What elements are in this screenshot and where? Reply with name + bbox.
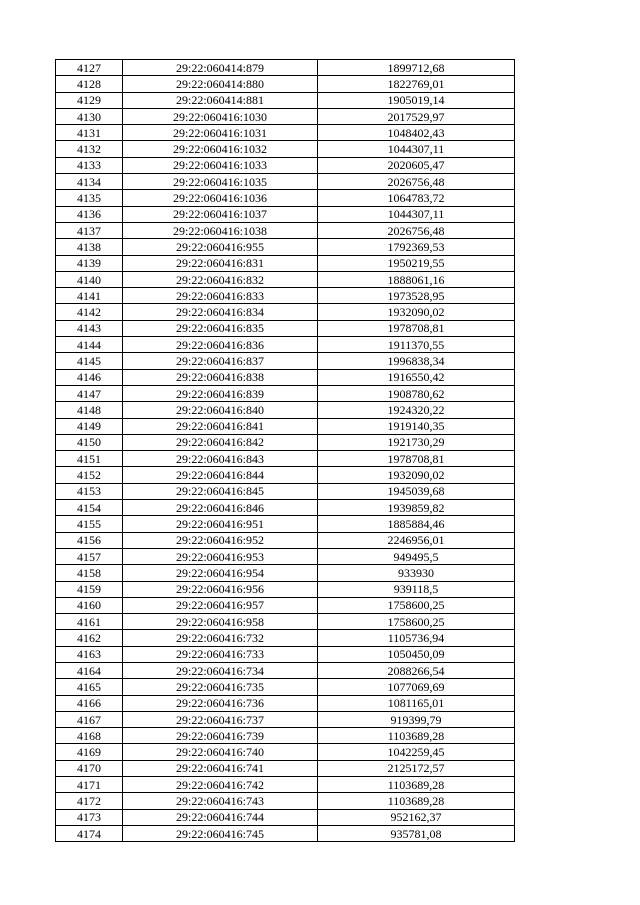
- value-cell: 1899712,68: [318, 60, 515, 76]
- table-row: [56, 92, 515, 108]
- value-cell: 2246956,01: [318, 532, 515, 548]
- value-cell: 1103689,28: [318, 728, 515, 744]
- cadastral-number-cell: 29:22:060416:1037: [123, 206, 318, 222]
- cadastral-number-cell: 29:22:060416:1033: [123, 157, 318, 173]
- table-row: [56, 711, 515, 727]
- row-number-cell: 4127: [56, 60, 123, 76]
- row-number-cell: 4170: [56, 760, 123, 776]
- value-cell: 933930: [318, 565, 515, 581]
- row-number-cell: 4161: [56, 614, 123, 630]
- cadastral-value-table: [55, 59, 515, 842]
- row-number-cell: 4171: [56, 777, 123, 793]
- row-number-cell: 4166: [56, 695, 123, 711]
- table-row: [56, 418, 515, 434]
- row-number-cell: 4141: [56, 288, 123, 304]
- table-row: [56, 108, 515, 124]
- value-cell: 1924320,22: [318, 402, 515, 418]
- value-cell: 2017529,97: [318, 108, 515, 124]
- cadastral-number-cell: 29:22:060416:836: [123, 337, 318, 353]
- value-cell: 1103689,28: [318, 793, 515, 809]
- cadastral-number-cell: 29:22:060416:954: [123, 565, 318, 581]
- table-row: [56, 597, 515, 613]
- cadastral-number-cell: 29:22:060416:742: [123, 777, 318, 793]
- row-number-cell: 4137: [56, 222, 123, 238]
- table-row: [56, 581, 515, 597]
- row-number-cell: 4140: [56, 271, 123, 287]
- value-cell: 1050450,09: [318, 646, 515, 662]
- value-cell: 2026756,48: [318, 174, 515, 190]
- cadastral-number-cell: 29:22:060416:745: [123, 825, 318, 841]
- row-number-cell: 4136: [56, 206, 123, 222]
- value-cell: 1888061,16: [318, 271, 515, 287]
- table-row: [56, 548, 515, 564]
- row-number-cell: 4139: [56, 255, 123, 271]
- value-cell: 1044307,11: [318, 206, 515, 222]
- value-cell: 2088266,54: [318, 662, 515, 678]
- value-cell: 1044307,11: [318, 141, 515, 157]
- cadastral-number-cell: 29:22:060416:833: [123, 288, 318, 304]
- cadastral-number-cell: 29:22:060414:881: [123, 92, 318, 108]
- cadastral-number-cell: 29:22:060416:1030: [123, 108, 318, 124]
- value-cell: 1042259,45: [318, 744, 515, 760]
- row-number-cell: 4142: [56, 304, 123, 320]
- cadastral-number-cell: 29:22:060416:732: [123, 630, 318, 646]
- row-number-cell: 4159: [56, 581, 123, 597]
- table-row: [56, 141, 515, 157]
- cadastral-number-cell: 29:22:060416:846: [123, 500, 318, 516]
- table-row: [56, 402, 515, 418]
- cadastral-number-cell: 29:22:060416:1038: [123, 222, 318, 238]
- cadastral-number-cell: 29:22:060416:955: [123, 239, 318, 255]
- cadastral-number-cell: 29:22:060416:740: [123, 744, 318, 760]
- table-row: [56, 793, 515, 809]
- value-cell: 1064783,72: [318, 190, 515, 206]
- table-row: [56, 483, 515, 499]
- cadastral-number-cell: 29:22:060416:845: [123, 483, 318, 499]
- value-cell: 1945039,68: [318, 483, 515, 499]
- table-row: [56, 614, 515, 630]
- row-number-cell: 4145: [56, 353, 123, 369]
- row-number-cell: 4174: [56, 825, 123, 841]
- table-row: [56, 760, 515, 776]
- row-number-cell: 4167: [56, 711, 123, 727]
- table-row: [56, 353, 515, 369]
- cadastral-number-cell: 29:22:060416:831: [123, 255, 318, 271]
- value-cell: 1103689,28: [318, 777, 515, 793]
- cadastral-number-cell: 29:22:060416:952: [123, 532, 318, 548]
- table-row: [56, 157, 515, 173]
- value-cell: 1978708,81: [318, 451, 515, 467]
- cadastral-number-cell: 29:22:060416:1031: [123, 125, 318, 141]
- cadastral-number-cell: 29:22:060416:1036: [123, 190, 318, 206]
- row-number-cell: 4164: [56, 662, 123, 678]
- value-cell: 2125172,57: [318, 760, 515, 776]
- cadastral-number-cell: 29:22:060416:733: [123, 646, 318, 662]
- row-number-cell: 4160: [56, 597, 123, 613]
- row-number-cell: 4131: [56, 125, 123, 141]
- table-row: [56, 304, 515, 320]
- value-cell: 1822769,01: [318, 76, 515, 92]
- table-row: [56, 825, 515, 841]
- cadastral-number-cell: 29:22:060416:841: [123, 418, 318, 434]
- value-cell: 1911370,55: [318, 337, 515, 353]
- table-row: [56, 630, 515, 646]
- table-row: [56, 174, 515, 190]
- value-cell: 919399,79: [318, 711, 515, 727]
- table-row: [56, 288, 515, 304]
- value-cell: 1758600,25: [318, 614, 515, 630]
- row-number-cell: 4155: [56, 516, 123, 532]
- table-row: [56, 646, 515, 662]
- table-row: [56, 206, 515, 222]
- table-row: [56, 320, 515, 336]
- cadastral-number-cell: 29:22:060416:951: [123, 516, 318, 532]
- table-row: [56, 239, 515, 255]
- cadastral-number-cell: 29:22:060416:735: [123, 679, 318, 695]
- value-cell: 1908780,62: [318, 385, 515, 401]
- value-cell: 1048402,43: [318, 125, 515, 141]
- table-row: [56, 125, 515, 141]
- value-cell: 1996838,34: [318, 353, 515, 369]
- cadastral-number-cell: 29:22:060416:739: [123, 728, 318, 744]
- table-row: [56, 532, 515, 548]
- row-number-cell: 4134: [56, 174, 123, 190]
- table-row: [56, 434, 515, 450]
- row-number-cell: 4169: [56, 744, 123, 760]
- row-number-cell: 4132: [56, 141, 123, 157]
- row-number-cell: 4138: [56, 239, 123, 255]
- cadastral-number-cell: 29:22:060416:744: [123, 809, 318, 825]
- value-cell: 1081165,01: [318, 695, 515, 711]
- value-cell: 1885884,46: [318, 516, 515, 532]
- cadastral-number-cell: 29:22:060416:834: [123, 304, 318, 320]
- value-cell: 1792369,53: [318, 239, 515, 255]
- row-number-cell: 4144: [56, 337, 123, 353]
- row-number-cell: 4165: [56, 679, 123, 695]
- table-body: [56, 60, 515, 842]
- cadastral-number-cell: 29:22:060416:956: [123, 581, 318, 597]
- table-row: [56, 385, 515, 401]
- value-cell: 1973528,95: [318, 288, 515, 304]
- row-number-cell: 4148: [56, 402, 123, 418]
- cadastral-number-cell: 29:22:060416:958: [123, 614, 318, 630]
- row-number-cell: 4133: [56, 157, 123, 173]
- row-number-cell: 4163: [56, 646, 123, 662]
- table-row: [56, 60, 515, 76]
- table-row: [56, 516, 515, 532]
- cadastral-number-cell: 29:22:060414:879: [123, 60, 318, 76]
- row-number-cell: 4147: [56, 385, 123, 401]
- table-row: [56, 76, 515, 92]
- value-cell: 1916550,42: [318, 369, 515, 385]
- row-number-cell: 4156: [56, 532, 123, 548]
- row-number-cell: 4153: [56, 483, 123, 499]
- value-cell: 1758600,25: [318, 597, 515, 613]
- row-number-cell: 4146: [56, 369, 123, 385]
- row-number-cell: 4173: [56, 809, 123, 825]
- table-row: [56, 255, 515, 271]
- value-cell: 1105736,94: [318, 630, 515, 646]
- row-number-cell: 4154: [56, 500, 123, 516]
- cadastral-number-cell: 29:22:060416:741: [123, 760, 318, 776]
- value-cell: 952162,37: [318, 809, 515, 825]
- row-number-cell: 4152: [56, 467, 123, 483]
- cadastral-number-cell: 29:22:060416:743: [123, 793, 318, 809]
- row-number-cell: 4128: [56, 76, 123, 92]
- value-cell: 1077069,69: [318, 679, 515, 695]
- table-row: [56, 369, 515, 385]
- cadastral-number-cell: 29:22:060416:843: [123, 451, 318, 467]
- value-cell: 1921730,29: [318, 434, 515, 450]
- cadastral-number-cell: 29:22:060416:840: [123, 402, 318, 418]
- row-number-cell: 4158: [56, 565, 123, 581]
- table-row: [56, 809, 515, 825]
- table-row: [56, 728, 515, 744]
- value-cell: 1950219,55: [318, 255, 515, 271]
- value-cell: 2026756,48: [318, 222, 515, 238]
- cadastral-number-cell: 29:22:060416:957: [123, 597, 318, 613]
- row-number-cell: 4143: [56, 320, 123, 336]
- row-number-cell: 4130: [56, 108, 123, 124]
- value-cell: 1939859,82: [318, 500, 515, 516]
- table-row: [56, 679, 515, 695]
- row-number-cell: 4168: [56, 728, 123, 744]
- table-row: [56, 500, 515, 516]
- table-row: [56, 451, 515, 467]
- row-number-cell: 4162: [56, 630, 123, 646]
- row-number-cell: 4129: [56, 92, 123, 108]
- row-number-cell: 4157: [56, 548, 123, 564]
- value-cell: 2020605,47: [318, 157, 515, 173]
- value-cell: 1932090,02: [318, 467, 515, 483]
- cadastral-number-cell: 29:22:060416:839: [123, 385, 318, 401]
- table-row: [56, 467, 515, 483]
- table-row: [56, 337, 515, 353]
- table-row: [56, 190, 515, 206]
- table-row: [56, 744, 515, 760]
- cadastral-number-cell: 29:22:060416:734: [123, 662, 318, 678]
- cadastral-number-cell: 29:22:060416:1035: [123, 174, 318, 190]
- value-cell: 1978708,81: [318, 320, 515, 336]
- row-number-cell: 4135: [56, 190, 123, 206]
- table-row: [56, 695, 515, 711]
- value-cell: 1905019,14: [318, 92, 515, 108]
- cadastral-number-cell: 29:22:060416:838: [123, 369, 318, 385]
- cadastral-number-cell: 29:22:060414:880: [123, 76, 318, 92]
- cadastral-number-cell: 29:22:060416:953: [123, 548, 318, 564]
- table-row: [56, 565, 515, 581]
- table-row: [56, 777, 515, 793]
- table-row: [56, 222, 515, 238]
- value-cell: 939118,5: [318, 581, 515, 597]
- row-number-cell: 4151: [56, 451, 123, 467]
- cadastral-number-cell: 29:22:060416:737: [123, 711, 318, 727]
- row-number-cell: 4150: [56, 434, 123, 450]
- table-row: [56, 271, 515, 287]
- cadastral-number-cell: 29:22:060416:837: [123, 353, 318, 369]
- value-cell: 1919140,35: [318, 418, 515, 434]
- cadastral-number-cell: 29:22:060416:1032: [123, 141, 318, 157]
- cadastral-number-cell: 29:22:060416:736: [123, 695, 318, 711]
- table-row: [56, 662, 515, 678]
- cadastral-number-cell: 29:22:060416:832: [123, 271, 318, 287]
- value-cell: 1932090,02: [318, 304, 515, 320]
- cadastral-number-cell: 29:22:060416:835: [123, 320, 318, 336]
- value-cell: 949495,5: [318, 548, 515, 564]
- row-number-cell: 4172: [56, 793, 123, 809]
- cadastral-number-cell: 29:22:060416:842: [123, 434, 318, 450]
- row-number-cell: 4149: [56, 418, 123, 434]
- value-cell: 935781,08: [318, 825, 515, 841]
- cadastral-number-cell: 29:22:060416:844: [123, 467, 318, 483]
